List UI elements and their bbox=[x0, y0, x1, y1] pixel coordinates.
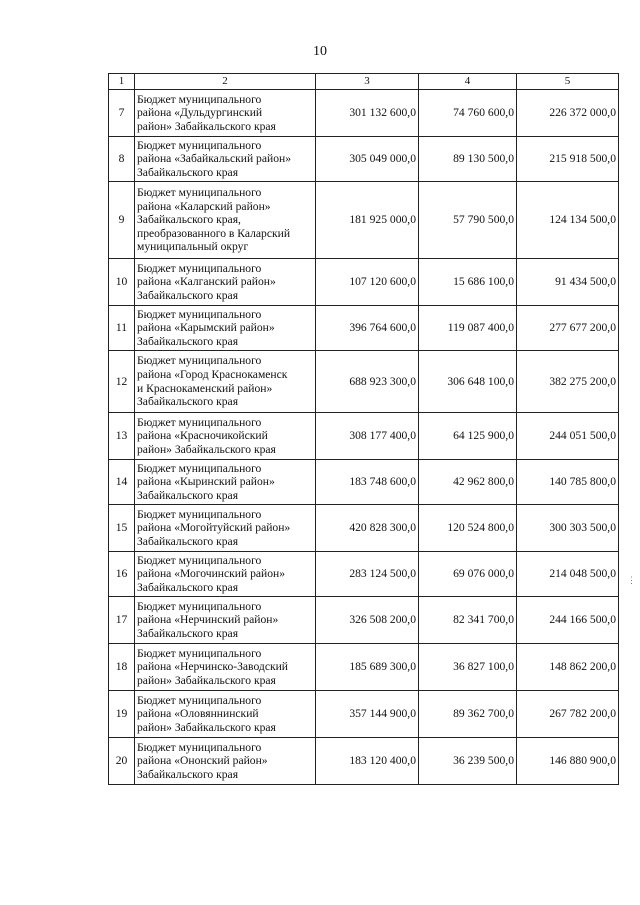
table-row bbox=[109, 738, 619, 785]
row-value-col-5: 140 785 800,0 bbox=[517, 460, 619, 505]
row-value-col-4: 36 827 100,0 bbox=[419, 644, 517, 691]
row-budget-name bbox=[135, 505, 316, 552]
table-header-row bbox=[109, 74, 619, 90]
row-value-col-5: 214 048 500,0 bbox=[517, 552, 619, 597]
table-row bbox=[109, 137, 619, 182]
row-number: 16 bbox=[109, 552, 135, 597]
row-value-col-4: 74 760 600,0 bbox=[419, 90, 517, 137]
budget-name-text: Бюджет муниципального района «Калганский район» Забайкальского края bbox=[137, 261, 276, 302]
row-value-col-3: 185 689 300,0 bbox=[316, 644, 419, 691]
budget-name-text: Бюджет муниципального района «Могочинский район» Забайкальского края bbox=[137, 553, 286, 594]
row-value-col-5: 277 677 200,0 bbox=[517, 306, 619, 351]
row-value-col-3: 301 132 600,0 bbox=[316, 90, 419, 137]
row-value-col-5: 244 051 500,0 bbox=[517, 413, 619, 460]
row-number: 12 bbox=[109, 351, 135, 413]
row-value-col-5: 226 372 000,0 bbox=[517, 90, 619, 137]
row-number: 7 bbox=[109, 90, 135, 137]
budget-name-text: Бюджет муниципального района «Дульдургинский район» Забайкальского края bbox=[137, 92, 276, 133]
budget-name-text: Бюджет муниципального района «Ононский район» Забайкальского края bbox=[137, 740, 268, 781]
row-value-col-3: 283 124 500,0 bbox=[316, 552, 419, 597]
header-col-4: 4 bbox=[419, 74, 517, 90]
row-value-col-3: 420 828 300,0 bbox=[316, 505, 419, 552]
row-number: 8 bbox=[109, 137, 135, 182]
row-value-col-5: 215 918 500,0 bbox=[517, 137, 619, 182]
row-value-col-5: 146 880 900,0 bbox=[517, 738, 619, 785]
row-budget-name bbox=[135, 460, 316, 505]
row-value-col-3: 688 923 300,0 bbox=[316, 351, 419, 413]
budget-name-text: Бюджет муниципального района «Карымский район» Забайкальского края bbox=[137, 307, 275, 348]
table-row bbox=[109, 259, 619, 306]
row-number: 18 bbox=[109, 644, 135, 691]
row-value-col-3: 357 144 900,0 bbox=[316, 691, 419, 738]
budget-name-text: Бюджет муниципального района «Город Краснокаменск и Краснокаменский район» Забайкальского края bbox=[137, 354, 288, 409]
table-row bbox=[109, 90, 619, 137]
budget-name-text: Бюджет муниципального района «Оловяннинский район» Забайкальского края bbox=[137, 693, 276, 734]
row-value-col-5: 300 303 500,0 bbox=[517, 505, 619, 552]
row-value-col-4: 89 362 700,0 bbox=[419, 691, 517, 738]
row-value-col-5: 244 166 500,0 bbox=[517, 597, 619, 644]
row-value-col-4: 306 648 100,0 bbox=[419, 351, 517, 413]
table-row bbox=[109, 552, 619, 597]
row-value-col-4: 36 239 500,0 bbox=[419, 738, 517, 785]
row-number: 17 bbox=[109, 597, 135, 644]
row-budget-name bbox=[135, 90, 316, 137]
row-value-col-3: 326 508 200,0 bbox=[316, 597, 419, 644]
row-value-col-4: 82 341 700,0 bbox=[419, 597, 517, 644]
budget-name-text: Бюджет муниципального района «Нерчинско-Заводский район» Забайкальского края bbox=[137, 646, 289, 687]
table-row bbox=[109, 460, 619, 505]
row-budget-name bbox=[135, 597, 316, 644]
row-value-col-3: 308 177 400,0 bbox=[316, 413, 419, 460]
row-value-col-3: 396 764 600,0 bbox=[316, 306, 419, 351]
row-number: 14 bbox=[109, 460, 135, 505]
row-value-col-3: 107 120 600,0 bbox=[316, 259, 419, 306]
budget-name-text: Бюджет муниципального района «Кыринский район» Забайкальского края bbox=[137, 461, 275, 502]
row-value-col-4: 120 524 800,0 bbox=[419, 505, 517, 552]
budget-name-text: Бюджет муниципального района «Забайкальский район» Забайкальского края bbox=[137, 138, 292, 179]
budget-table bbox=[108, 73, 619, 785]
row-value-col-5: 148 862 200,0 bbox=[517, 644, 619, 691]
row-number: 10 bbox=[109, 259, 135, 306]
table-row bbox=[109, 351, 619, 413]
budget-name-text: Бюджет муниципального района «Красночикойский район» Забайкальского края bbox=[137, 415, 276, 456]
row-value-col-3: 183 120 400,0 bbox=[316, 738, 419, 785]
row-value-col-4: 69 076 000,0 bbox=[419, 552, 517, 597]
row-number: 20 bbox=[109, 738, 135, 785]
row-budget-name bbox=[135, 182, 316, 259]
row-value-col-4: 89 130 500,0 bbox=[419, 137, 517, 182]
row-budget-name bbox=[135, 691, 316, 738]
page-number: 10 bbox=[313, 44, 327, 59]
row-value-col-4: 42 962 800,0 bbox=[419, 460, 517, 505]
header-col-3: 3 bbox=[316, 74, 419, 90]
table-row bbox=[109, 644, 619, 691]
row-value-col-4: 15 686 100,0 bbox=[419, 259, 517, 306]
row-value-col-4: 57 790 500,0 bbox=[419, 182, 517, 259]
row-budget-name bbox=[135, 137, 316, 182]
budget-name-text: Бюджет муниципального района «Каларский район» Забайкальского края, преобразованного в Каларский муниципальный округ bbox=[137, 186, 291, 254]
header-col-2: 2 bbox=[135, 74, 316, 90]
row-number: 19 bbox=[109, 691, 135, 738]
row-value-col-4: 119 087 400,0 bbox=[419, 306, 517, 351]
row-value-col-5: 382 275 200,0 bbox=[517, 351, 619, 413]
row-number: 9 bbox=[109, 182, 135, 259]
row-value-col-5: 124 134 500,0 bbox=[517, 182, 619, 259]
header-col-5: 5 bbox=[517, 74, 619, 90]
table-row bbox=[109, 413, 619, 460]
row-budget-name bbox=[135, 306, 316, 351]
row-value-col-3: 305 049 000,0 bbox=[316, 137, 419, 182]
table-row bbox=[109, 306, 619, 351]
row-budget-name bbox=[135, 351, 316, 413]
row-number: 13 bbox=[109, 413, 135, 460]
row-value-col-3: 183 748 600,0 bbox=[316, 460, 419, 505]
table-row bbox=[109, 505, 619, 552]
row-budget-name bbox=[135, 413, 316, 460]
table-row bbox=[109, 597, 619, 644]
row-number: 11 bbox=[109, 306, 135, 351]
row-budget-name bbox=[135, 259, 316, 306]
budget-name-text: Бюджет муниципального района «Могойтуйский район» Забайкальского края bbox=[137, 507, 291, 548]
table-row bbox=[109, 182, 619, 259]
row-number: 15 bbox=[109, 505, 135, 552]
margin-mark: ⋮ bbox=[627, 575, 636, 585]
row-budget-name bbox=[135, 644, 316, 691]
row-value-col-5: 91 434 500,0 bbox=[517, 259, 619, 306]
row-budget-name bbox=[135, 552, 316, 597]
budget-table-body bbox=[109, 74, 619, 785]
header-col-1: 1 bbox=[109, 74, 135, 90]
table-row bbox=[109, 691, 619, 738]
row-value-col-4: 64 125 900,0 bbox=[419, 413, 517, 460]
row-value-col-3: 181 925 000,0 bbox=[316, 182, 419, 259]
budget-name-text: Бюджет муниципального района «Нерчинский район» Забайкальского края bbox=[137, 599, 279, 640]
row-value-col-5: 267 782 200,0 bbox=[517, 691, 619, 738]
row-budget-name bbox=[135, 738, 316, 785]
